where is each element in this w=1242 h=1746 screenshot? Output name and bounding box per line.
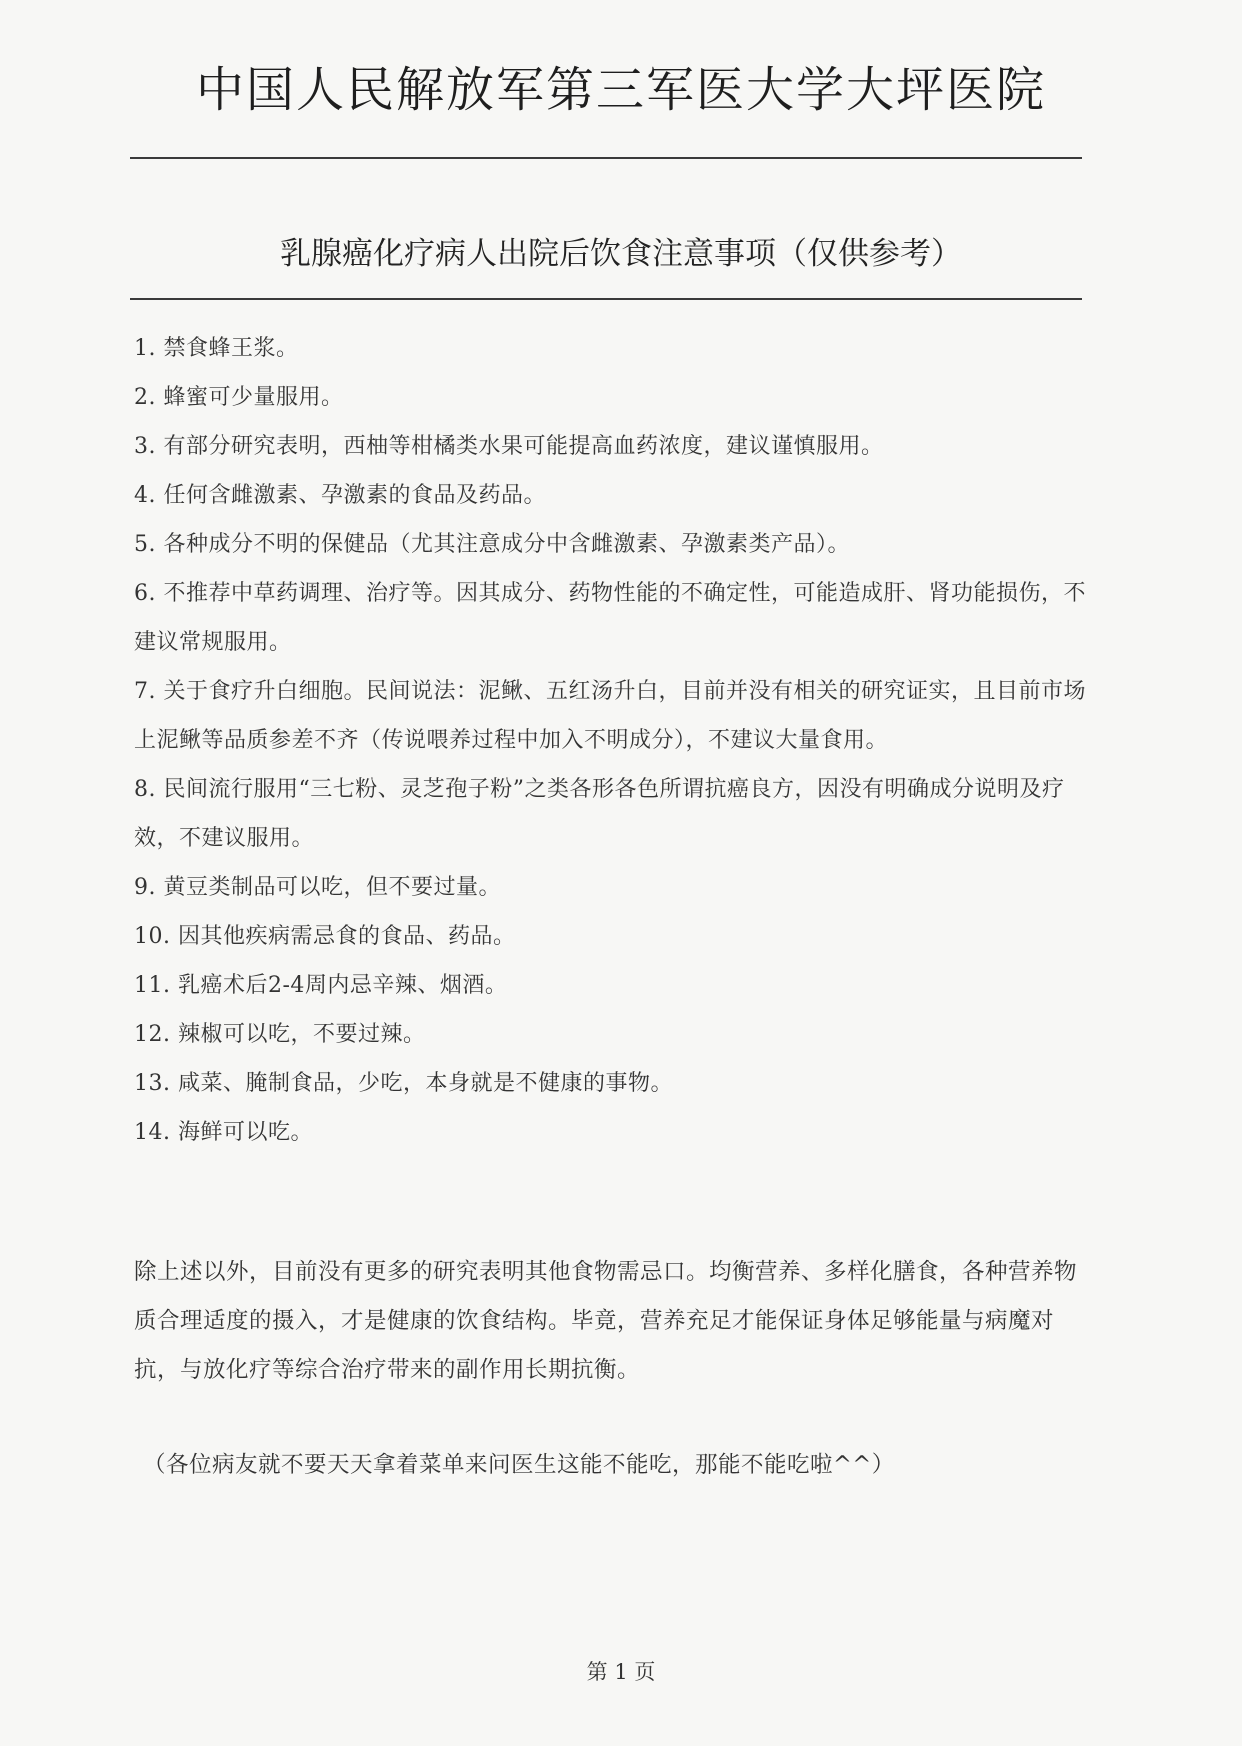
title-divider [130, 298, 1082, 300]
page-number: 第 1 页 [586, 1660, 656, 1684]
dietary-notes-list [134, 324, 1086, 1157]
list-item: 1. 禁食蜂王浆。 [134, 336, 299, 361]
list-item: 9. 黄豆类制品可以吃，但不要过量。 [134, 875, 501, 900]
header-divider [130, 157, 1082, 159]
list-item: 8. 民间流行服用“三七粉、灵芝孢子粉”之类各形各色所谓抗癌良方，因没有明确成分说明及疗效，不建议服用。 [134, 777, 1065, 851]
list-item: 11. 乳癌术后2-4周内忌辛辣、烟酒。 [134, 973, 508, 998]
list-item: 4. 任何含雌激素、孕激素的食品及药品。 [134, 483, 546, 508]
list-item: 14. 海鲜可以吃。 [134, 1120, 313, 1145]
list-item: 6. 不推荐中草药调理、治疗等。因其成分、药物性能的不确定性，可能造成肝、肾功能损伤，不建议常规服用。 [134, 581, 1086, 655]
list-item: 10. 因其他疾病需忌食的食品、药品。 [134, 924, 516, 949]
list-item: 2. 蜂蜜可少量服用。 [134, 385, 344, 410]
list-item: 7. 关于食疗升白细胞。民间说法：泥鳅、五红汤升白，目前并没有相关的研究证实，且目前市场上泥鳅等品质参差不齐（传说喂养过程中加入不明成分），不建议大量食用。 [134, 679, 1086, 753]
list-item: 12. 辣椒可以吃，不要过辣。 [134, 1022, 426, 1047]
summary-paragraph: 除上述以外，目前没有更多的研究表明其他食物需忌口。均衡营养、多样化膳食，各种营养物质合理适度的摄入，才是健康的饮食结构。毕竟，营养充足才能保证身体足够能量与病魔对抗，与放化疗等综合治疗带来的副作用长期抗衡。 [134, 1259, 1078, 1383]
document-title: 乳腺癌化疗病人出院后饮食注意事项（仅供参考） [280, 236, 962, 272]
closing-note: （各位病友就不要天天拿着菜单来问医生这能不能吃，那能不能吃啦^^） [143, 1452, 895, 1478]
list-item: 5. 各种成分不明的保健品（尤其注意成分中含雌激素、孕激素类产品）。 [134, 532, 850, 557]
hospital-name: 中国人民解放军第三军医大学大坪医院 [195, 62, 1046, 118]
list-item: 13. 咸菜、腌制食品，少吃，本身就是不健康的事物。 [134, 1071, 673, 1096]
list-item: 3. 有部分研究表明，西柚等柑橘类水果可能提高血药浓度，建议谨慎服用。 [134, 434, 884, 459]
